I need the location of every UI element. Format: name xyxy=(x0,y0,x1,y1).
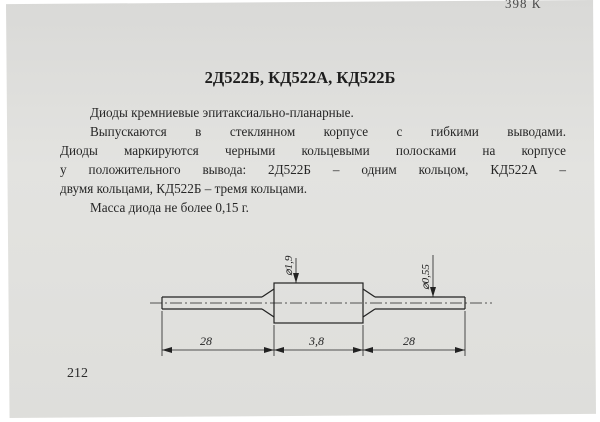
arrow-body-right xyxy=(353,347,363,353)
arrow-left-inner xyxy=(264,347,274,353)
arrow-right-inner xyxy=(363,347,373,353)
paragraph-1: Диоды кремниевые эпитаксиально-планарные. xyxy=(90,105,354,120)
left-taper-top xyxy=(262,289,274,297)
right-taper-bottom xyxy=(363,309,375,317)
right-taper-top xyxy=(363,289,375,297)
lead-diameter-label: ⌀0,55 xyxy=(420,264,432,290)
corner-mark: 398 К xyxy=(505,0,542,11)
arrow-left-outer xyxy=(162,347,172,353)
left-taper-bottom xyxy=(262,309,274,317)
left-lead-length-label: 28 xyxy=(200,334,212,348)
arrow-body-left xyxy=(274,347,284,353)
arrow-right-outer xyxy=(455,347,465,353)
paragraph-2-line-2: Диоды маркируются черными кольцевыми полосками на корпусе xyxy=(60,143,566,158)
page-number: 212 xyxy=(67,366,88,381)
paragraph-2-line-1: Выпускаются в стеклянном корпусе с гибкими выводами. xyxy=(90,124,566,139)
paragraph-3: Масса диода не более 0,15 г. xyxy=(90,200,249,215)
right-lead-length-label: 28 xyxy=(403,334,415,348)
body-length-label: 3,8 xyxy=(309,334,324,348)
paragraph-2-line-4: двумя кольцами, КД522Б – тремя кольцами. xyxy=(60,181,308,196)
page-title: 2Д522Б, КД522А, КД522Б xyxy=(204,68,396,87)
body-diameter-label: ⌀1,9 xyxy=(283,255,295,276)
paragraph-2-line-3: у положительного вывода: 2Д522Б – одним кольцом, КД522А – xyxy=(60,162,566,177)
